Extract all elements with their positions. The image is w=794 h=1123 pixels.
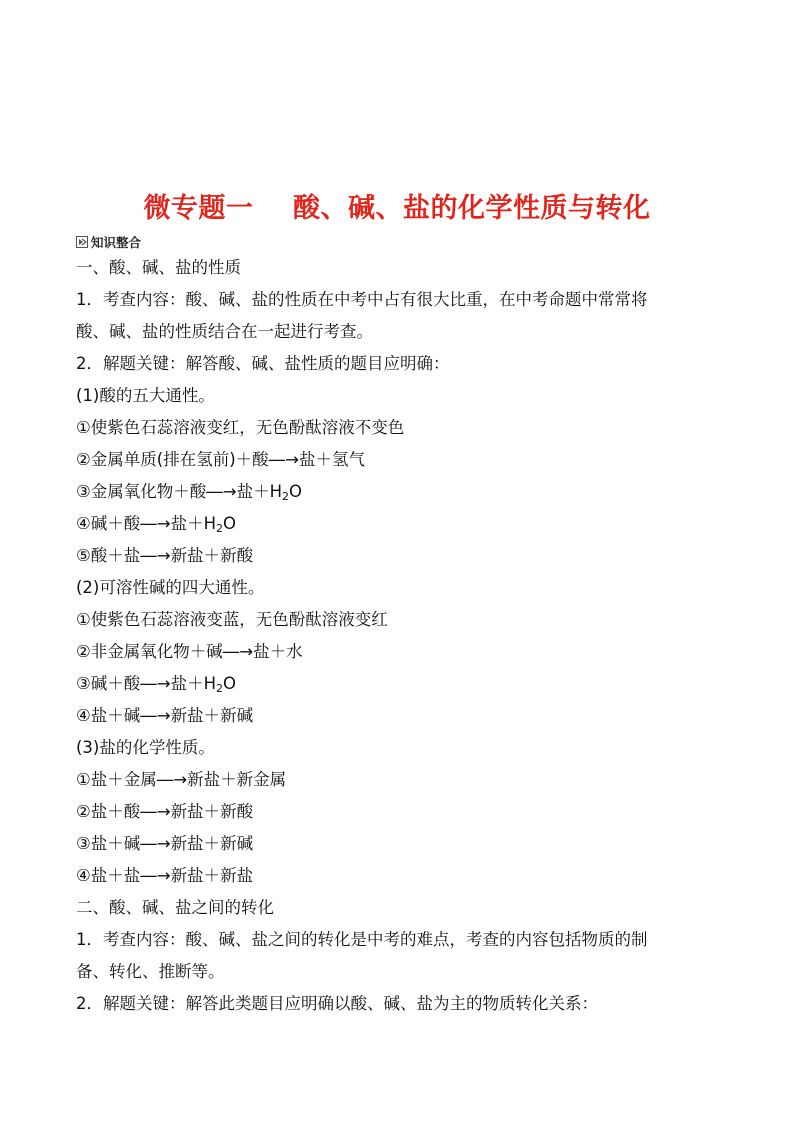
text-line bbox=[76, 578, 264, 598]
text-line bbox=[76, 770, 286, 790]
text-line bbox=[76, 642, 303, 662]
text-line-content: ③盐＋碱―→新盐＋新碱 bbox=[76, 834, 254, 853]
text-line bbox=[76, 450, 365, 470]
subscript: 2 bbox=[216, 682, 224, 695]
text-line bbox=[76, 962, 225, 982]
section-tag bbox=[76, 234, 141, 250]
text-line bbox=[76, 322, 373, 342]
text-line-content: ⑤酸＋盐―→新盐＋新酸 bbox=[76, 546, 254, 565]
formula-tail: O bbox=[223, 514, 237, 533]
text-line-content: ③金属氧化物＋酸―→盐＋H bbox=[76, 482, 283, 501]
text-line bbox=[76, 354, 450, 374]
text-line bbox=[76, 898, 274, 918]
text-line-content: ④盐＋碱―→新盐＋新碱 bbox=[76, 706, 254, 725]
text-line-content: ④碱＋酸―→盐＋H bbox=[76, 514, 217, 533]
text-line bbox=[76, 674, 236, 699]
text-line bbox=[76, 482, 302, 507]
text-line bbox=[76, 418, 404, 438]
text-line bbox=[76, 290, 648, 310]
formula-tail: O bbox=[289, 482, 303, 501]
text-line-content: ①盐＋金属―→新盐＋新金属 bbox=[76, 770, 287, 789]
text-line bbox=[76, 258, 241, 278]
text-line-content: 备、转化、推断等。 bbox=[76, 962, 225, 981]
text-line-content: ③碱＋酸―→盐＋H bbox=[76, 674, 217, 693]
text-line bbox=[76, 834, 253, 854]
text-line bbox=[76, 866, 253, 886]
text-line bbox=[76, 930, 648, 950]
text-line-content: (3)盐的化学性质。 bbox=[76, 738, 215, 757]
text-line-content: ②金属单质(排在氢前)＋酸―→盐＋氢气 bbox=[76, 450, 365, 469]
text-line-content: ①使紫色石蕊溶液变蓝，无色酚酞溶液变红 bbox=[76, 610, 388, 629]
text-line bbox=[76, 386, 215, 406]
text-line-content: 2．解题关键：解答此类题目应明确以酸、碱、盐为主的物质转化关系： bbox=[76, 994, 598, 1013]
text-line-content: 1．考查内容：酸、碱、盐之间的转化是中考的难点，考查的内容包括物质的制 bbox=[76, 930, 648, 949]
text-line-content: 酸、碱、盐的性质结合在一起进行考查。 bbox=[76, 322, 373, 341]
text-line bbox=[76, 514, 236, 539]
subscript: 2 bbox=[216, 522, 224, 535]
section-tag-label: 知识整合 bbox=[91, 235, 142, 250]
subscript: 2 bbox=[282, 490, 290, 503]
formula-tail: O bbox=[223, 674, 237, 693]
text-line bbox=[76, 738, 215, 758]
text-line-content: 一、酸、碱、盐的性质 bbox=[76, 258, 241, 277]
text-line-content: (1)酸的五大通性。 bbox=[76, 386, 215, 405]
text-line bbox=[76, 802, 253, 822]
knowledge-tag-icon bbox=[76, 236, 88, 248]
text-line-content: 1．考查内容：酸、碱、盐的性质在中考中占有很大比重，在中考命题中常常将 bbox=[76, 290, 648, 309]
text-line-content: ②盐＋酸―→新盐＋新酸 bbox=[76, 802, 254, 821]
text-line bbox=[76, 994, 598, 1014]
text-line-content: 二、酸、碱、盐之间的转化 bbox=[76, 898, 274, 917]
page-title: 微专题一 酸、碱、盐的化学性质与转化 bbox=[143, 193, 651, 224]
text-line-content: ④盐＋盐―→新盐＋新盐 bbox=[76, 866, 254, 885]
text-line-content: (2)可溶性碱的四大通性。 bbox=[76, 578, 265, 597]
text-line-content: 2．解题关键：解答酸、碱、盐性质的题目应明确： bbox=[76, 354, 450, 373]
text-line bbox=[76, 706, 253, 726]
text-line-content: ②非金属氧化物＋碱―→盐＋水 bbox=[76, 642, 303, 661]
text-line bbox=[76, 610, 388, 630]
text-line-content: ①使紫色石蕊溶液变红，无色酚酞溶液不变色 bbox=[76, 418, 405, 437]
text-line bbox=[76, 546, 253, 566]
